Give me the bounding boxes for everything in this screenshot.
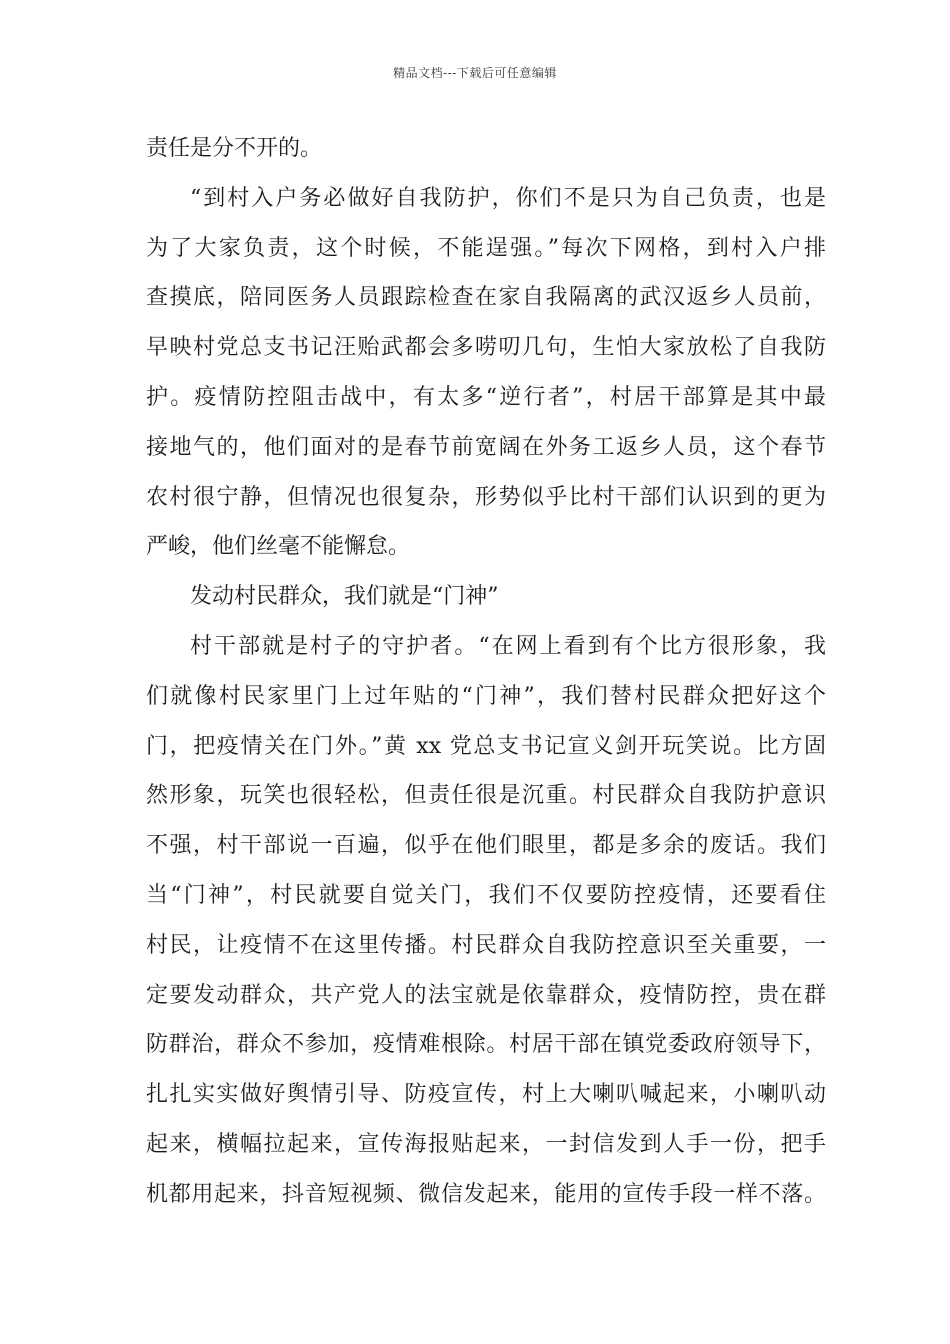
text-line: 们就像村民家里门上过年贴的“门神”，我们替村民群众把好这个	[146, 683, 826, 709]
section-heading	[146, 572, 826, 622]
page-header: 精品文档---下载后可任意编辑	[393, 66, 557, 80]
text-line: “到村入户务必做好自我防护，你们不是只为自己负责，也是	[190, 185, 826, 211]
paragraph	[146, 622, 826, 1220]
document-body	[146, 124, 826, 1220]
text-line: 门，把疫情关在门外。”黄 xx 党总支书记宣义剑开玩笑说。比方固	[146, 733, 826, 759]
text-line: 起来，横幅拉起来，宣传海报贴起来，一封信发到人手一份，把手	[146, 1131, 826, 1157]
text-line: 发动村民群众，我们就是“门神”	[190, 584, 499, 610]
text-line: 不强，村干部说一百遍，似乎在他们眼里，都是多余的废话。我们	[146, 833, 826, 859]
paragraph	[146, 174, 826, 572]
text-line: 村民，让疫情不在这里传播。村民群众自我防控意识至关重要，一	[146, 932, 826, 958]
text-line: 查摸底，陪同医务人员跟踪检查在家自我隔离的武汉返乡人员前，	[146, 285, 826, 311]
text-line: 扎扎实实做好舆情引导、防疫宣传，村上大喇叭喊起来，小喇叭动	[146, 1082, 826, 1108]
text-line: 责任是分不开的。	[146, 136, 323, 161]
text-line: 接地气的，他们面对的是春节前宽阔在外务工返乡人员，这个春节	[146, 434, 826, 460]
text-line: 然形象，玩笑也很轻松，但责任很是沉重。村民群众自我防护意识	[146, 783, 826, 809]
text-line: 早映村党总支书记汪贻武都会多唠叨几句，生怕大家放松了自我防	[146, 335, 826, 361]
text-line: 严峻，他们丝毫不能懈怠。	[146, 534, 411, 560]
text-line: 护。疫情防控阻击战中，有太多“逆行者”，村居干部算是其中最	[146, 384, 826, 410]
text-line: 为了大家负责，这个时候，不能逞强。”每次下网格，到村入户排	[146, 235, 826, 261]
text-line: 农村很宁静，但情况也很复杂，形势似乎比村干部们认识到的更为	[146, 484, 826, 510]
text-line: 机都用起来，抖音短视频、微信发起来，能用的宣传手段一样不落。	[146, 1181, 826, 1207]
text-line: 防群治，群众不参加，疫情难根除。村居干部在镇党委政府领导下，	[146, 1032, 826, 1058]
text-line: 定要发动群众，共产党人的法宝就是依靠群众，疫情防控，贵在群	[146, 982, 826, 1008]
text-line: 村干部就是村子的守护者。“在网上看到有个比方很形象，我	[190, 633, 826, 659]
paragraph	[146, 124, 826, 174]
text-line: 当“门神”，村民就要自觉关门，我们不仅要防控疫情，还要看住	[146, 882, 826, 908]
